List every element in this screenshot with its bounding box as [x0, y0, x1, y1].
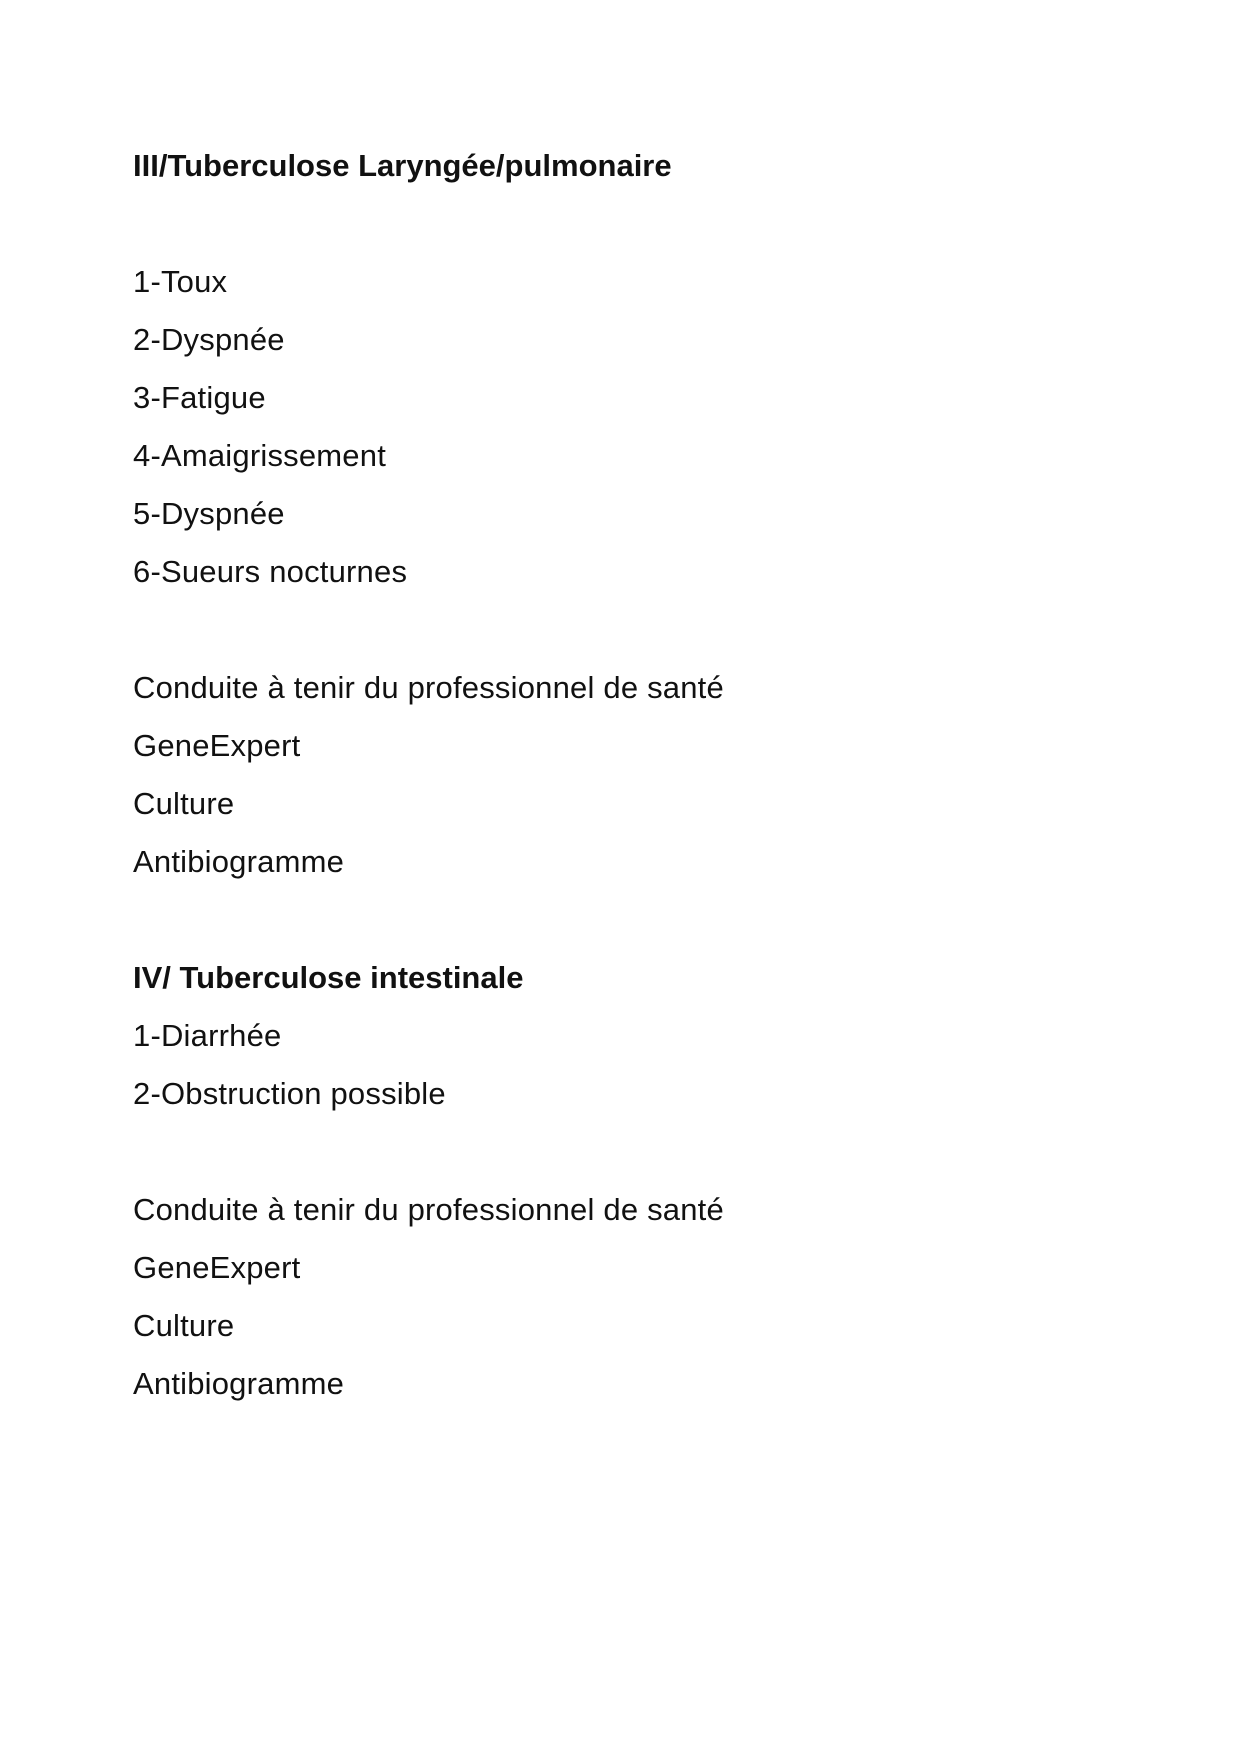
symptom-line: 4-Amaigrissement: [133, 438, 387, 473]
conduite-line: Conduite à tenir du professionnel de santé: [133, 670, 724, 705]
symptom-line: 5-Dyspnée: [133, 496, 285, 531]
action-line: Culture: [133, 1308, 235, 1343]
symptom-line: 1-Toux: [133, 264, 228, 299]
symptom-line: 6-Sueurs nocturnes: [133, 554, 408, 589]
action-line: Antibiogramme: [133, 1366, 345, 1401]
action-line: GeneExpert: [133, 1250, 301, 1285]
conduite-line: Conduite à tenir du professionnel de santé: [133, 1192, 724, 1227]
symptom-line: 3-Fatigue: [133, 380, 266, 415]
symptom-line: 2-Obstruction possible: [133, 1076, 446, 1111]
blank-line: [133, 195, 1161, 253]
blank-line: [133, 1123, 1161, 1181]
blank-line: [133, 891, 1161, 949]
symptom-line: 2-Dyspnée: [133, 322, 285, 357]
section-iii-heading: III/Tuberculose Laryngée/pulmonaire: [133, 148, 672, 183]
section-iv-heading: IV/ Tuberculose intestinale: [133, 960, 524, 995]
document-content: [133, 137, 1161, 1413]
action-line: Culture: [133, 786, 235, 821]
action-line: Antibiogramme: [133, 844, 345, 879]
blank-line: [133, 601, 1161, 659]
action-line: GeneExpert: [133, 728, 301, 763]
symptom-line: 1-Diarrhée: [133, 1018, 282, 1053]
